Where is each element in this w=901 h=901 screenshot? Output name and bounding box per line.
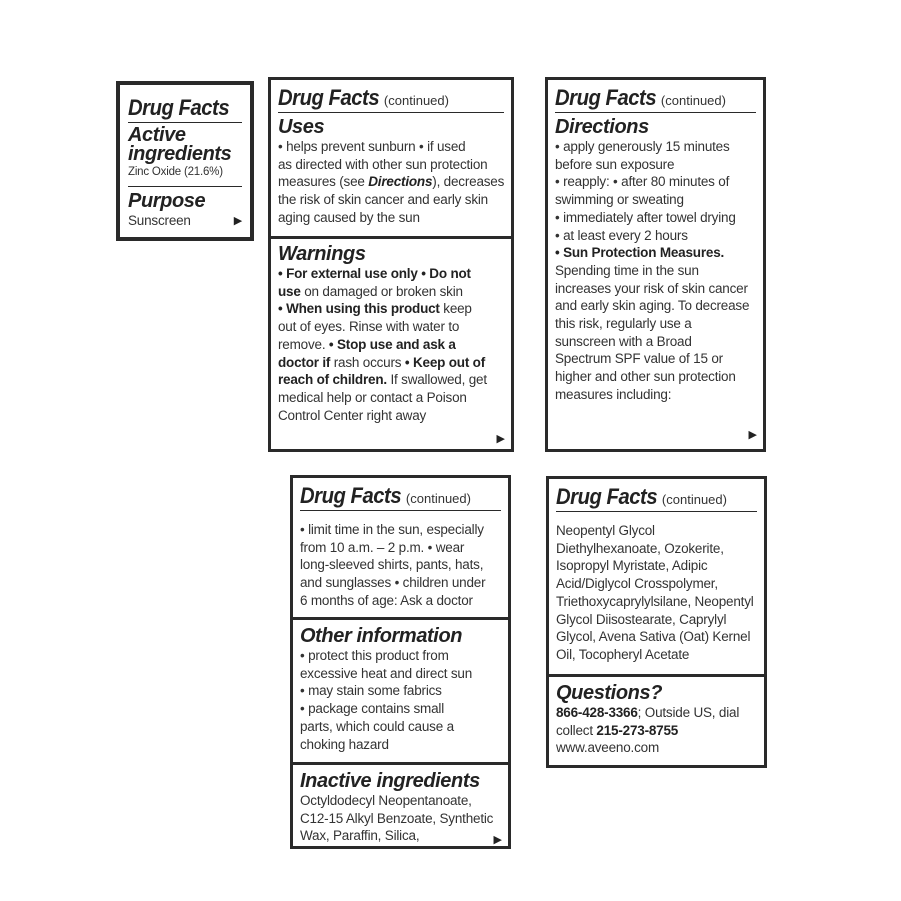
drug-facts-panel-3 xyxy=(545,77,766,452)
other-information-heading: Other information xyxy=(300,625,463,647)
text-line: Glycol, Avena Sativa (Oat) Kernel xyxy=(556,629,751,645)
purpose-heading: Purpose xyxy=(128,189,206,212)
directions-continued-section xyxy=(293,478,508,620)
text-line: Wax, Paraffin, Silica, xyxy=(300,828,420,844)
text-line: Neopentyl Glycol xyxy=(556,523,655,538)
panel-title: Drug Facts xyxy=(556,484,658,509)
continue-arrow-icon: ▶ xyxy=(233,214,242,227)
text-line xyxy=(556,704,757,722)
text-bold: reach of children. xyxy=(278,372,387,388)
text-line: higher and other sun protection xyxy=(555,369,736,385)
drug-facts-panel-5 xyxy=(546,476,767,768)
text-line: aging caused by the sun xyxy=(278,209,420,225)
text-line: • Sun Protection Measures. xyxy=(555,245,725,261)
uses-text xyxy=(278,138,504,227)
text-line: C12-15 Alkyl Benzoate, Synthetic xyxy=(300,810,494,826)
text-line: • protect this product from xyxy=(300,648,449,663)
text-line: sunscreen with a Broad xyxy=(555,333,692,349)
text-line: • may stain some fabrics xyxy=(300,683,442,699)
text-span: collect xyxy=(556,722,597,738)
inactive-continued-section xyxy=(549,479,764,677)
text-line: as directed with other sun protection xyxy=(278,156,488,172)
text-line xyxy=(278,300,504,318)
text-span: measures (see xyxy=(278,174,369,190)
text-line: Control Center right away xyxy=(278,407,427,423)
text-line: Octyldodecyl Neopentanoate, xyxy=(300,793,472,808)
text-bold: • For external use only xyxy=(278,266,418,281)
warnings-heading: Warnings xyxy=(278,243,366,265)
text-line: medical help or contact a Poison xyxy=(278,389,467,405)
text-span: remove. xyxy=(278,336,329,352)
text-line: and sunglasses • children under xyxy=(300,575,486,591)
questions-section xyxy=(549,682,764,770)
directions-heading: Directions xyxy=(555,116,649,138)
panel-title: Drug Facts xyxy=(300,483,402,508)
text-line: Spectrum SPF value of 15 or xyxy=(555,351,723,367)
text-bold: • Do not xyxy=(417,266,471,281)
other-information-section xyxy=(293,625,508,765)
text-line: • immediately after towel drying xyxy=(555,209,736,225)
text-line: long-sleeved shirts, pants, hats, xyxy=(300,557,484,573)
continued-label: (continued) xyxy=(661,492,727,507)
text-bold: • Stop use and ask a xyxy=(328,336,456,352)
panel-title: Drug Facts xyxy=(278,85,380,110)
text-line xyxy=(278,265,504,283)
panel-title: Drug Facts xyxy=(128,95,230,120)
website-link[interactable]: www.aveeno.com xyxy=(556,740,659,756)
text-line: Glycol Diisostearate, Caprylyl xyxy=(556,611,727,627)
text-span: ), decreases xyxy=(432,174,505,190)
active-ingredients-heading: Active ingredients xyxy=(128,124,232,165)
phone-number: 866-428-3366 xyxy=(556,705,638,720)
text-line: excessive heat and direct sun xyxy=(300,665,473,681)
warnings-text xyxy=(278,265,504,424)
text-bold: doctor if xyxy=(278,354,331,370)
panel-title: Drug Facts xyxy=(555,85,657,110)
text-line: Oil, Tocopheryl Acetate xyxy=(556,646,690,662)
inactive-continued-text xyxy=(556,522,757,664)
text-line: Triethoxycaprylylsilane, Neopentyl xyxy=(556,593,754,609)
active-ingredient-value: Zinc Oxide (21.6%) xyxy=(128,164,242,187)
text-bold: use xyxy=(278,283,301,299)
text-line xyxy=(278,336,504,354)
drug-facts-panel-1 xyxy=(116,81,254,241)
continue-arrow-icon: ▶ xyxy=(748,429,757,441)
text-span: on damaged or broken skin xyxy=(300,283,463,299)
text-line xyxy=(278,283,504,301)
text-line: • at least every 2 hours xyxy=(555,227,688,243)
text-line: out of eyes. Rinse with water to xyxy=(278,319,460,335)
purpose-value: Sunscreen xyxy=(128,212,191,228)
text-line xyxy=(278,354,504,372)
directions-text xyxy=(555,138,756,404)
directions-continued-text xyxy=(300,521,501,610)
text-line: Spending time in the sun xyxy=(555,262,699,278)
drug-facts-panel-4 xyxy=(290,475,511,849)
text-line xyxy=(556,722,757,740)
questions-text xyxy=(556,704,757,757)
text-line xyxy=(278,173,504,191)
text-line: • reapply: • after 80 minutes of xyxy=(555,174,730,190)
directions-ref: Directions xyxy=(368,174,433,190)
text-line: increases your risk of skin cancer xyxy=(555,280,748,296)
continue-arrow-icon: ▶ xyxy=(493,834,502,846)
drug-facts-panel-2 xyxy=(268,77,514,452)
inactive-ingredients-heading: Inactive ingredients xyxy=(300,770,480,792)
text-span: keep xyxy=(439,301,472,317)
inactive-ingredients-section xyxy=(293,770,508,856)
text-line: before sun exposure xyxy=(555,156,675,172)
text-line: • helps prevent sunburn • if used xyxy=(278,139,466,154)
continued-label: (continued) xyxy=(383,93,449,108)
text-line: • package contains small xyxy=(300,701,445,717)
warnings-section xyxy=(271,243,511,453)
text-line: the risk of skin cancer and early skin xyxy=(278,192,488,208)
text-line: from 10 a.m. – 2 p.m. • wear xyxy=(300,539,465,555)
text-line: this risk, regularly use a xyxy=(555,316,692,332)
text-line: Isopropyl Myristate, Adipic xyxy=(556,558,708,574)
text-line: and early skin aging. To decrease xyxy=(555,298,750,314)
directions-section xyxy=(548,80,763,449)
text-span: rash occurs xyxy=(330,354,405,370)
continued-label: (continued) xyxy=(660,93,726,108)
text-line: parts, which could cause a xyxy=(300,718,454,734)
text-line: choking hazard xyxy=(300,736,389,752)
text-line: Diethylhexanoate, Ozokerite, xyxy=(556,540,724,556)
text-line: Acid/Diglycol Crosspolymer, xyxy=(556,576,718,592)
text-span: ; Outside US, dial xyxy=(637,705,740,720)
text-line: • apply generously 15 minutes xyxy=(555,139,730,154)
uses-heading: Uses xyxy=(278,116,325,138)
continued-label: (continued) xyxy=(405,491,471,506)
text-line: measures including: xyxy=(555,386,672,402)
other-information-text xyxy=(300,647,501,753)
text-bold: • When using this product xyxy=(278,301,440,317)
text-span: If swallowed, get xyxy=(386,372,487,388)
inactive-ingredients-text xyxy=(300,792,501,845)
text-line xyxy=(278,371,504,389)
text-line: 6 months of age: Ask a doctor xyxy=(300,592,473,608)
phone-number: 215-273-8755 xyxy=(596,722,679,738)
text-bold: • Keep out of xyxy=(404,354,486,370)
text-line: swimming or sweating xyxy=(555,192,684,208)
questions-heading: Questions? xyxy=(556,682,663,704)
continue-arrow-icon: ▶ xyxy=(496,433,505,445)
uses-section xyxy=(271,80,511,239)
text-line: • limit time in the sun, especially xyxy=(300,522,484,537)
